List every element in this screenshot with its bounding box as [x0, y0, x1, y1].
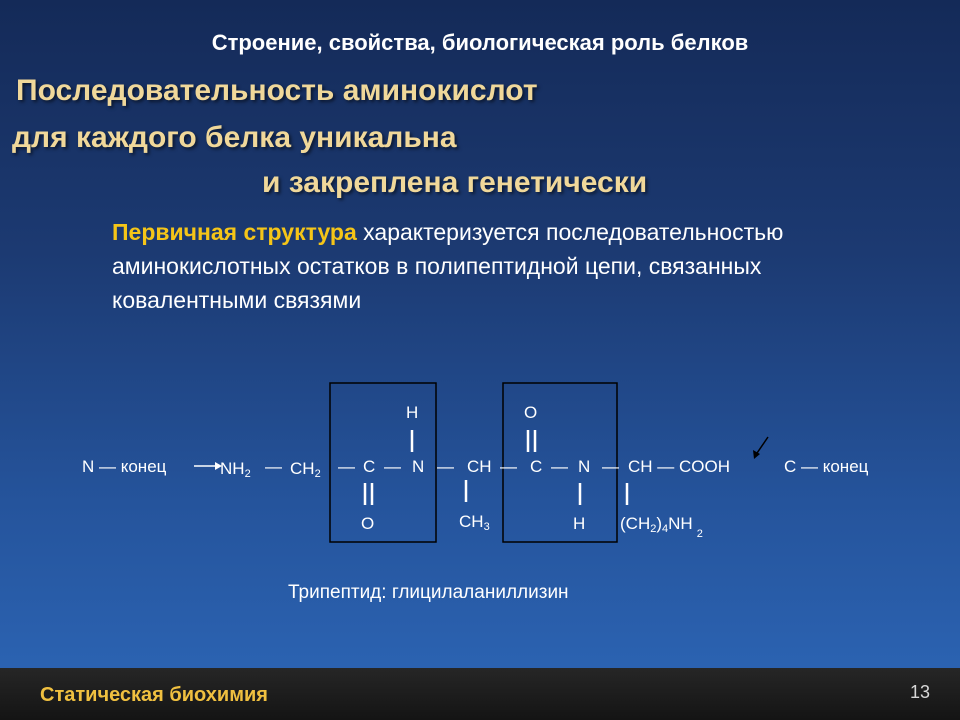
amide-n-1: N	[412, 457, 425, 476]
bond-4: —	[437, 457, 454, 476]
c-end-label: C — конец	[784, 457, 869, 476]
amide-n-2: N	[578, 457, 591, 476]
bond-7: —	[602, 457, 619, 476]
heading-line-1: Последовательность аминокислот	[16, 74, 538, 107]
heading-line-2: для каждого белка уникальна	[12, 121, 457, 154]
alpha-ch-ala: CH	[467, 457, 492, 476]
heading-line-3: и закреплена генетически	[262, 166, 648, 199]
tripeptide-formula	[60, 380, 900, 555]
bond-2: —	[338, 457, 355, 476]
amide-h-2: H	[573, 514, 586, 533]
carbonyl-o-1: O	[361, 514, 375, 533]
nh2-group: NH2	[220, 459, 251, 480]
methyl-group: CH3	[459, 512, 490, 533]
tripeptide-caption: Трипептид: глицилаланиллизин	[288, 582, 569, 603]
amide-h-1: H	[406, 403, 419, 422]
bond-1: —	[265, 457, 282, 476]
bond-5: —	[500, 457, 517, 476]
carbonyl-c-2: C	[530, 457, 543, 476]
slide-title: Строение, свойства, биологическая роль белков	[211, 30, 749, 55]
c-end-pointer	[753, 437, 768, 459]
bond-6: —	[551, 457, 568, 476]
n-end-label: N — конец	[82, 457, 167, 476]
footer-bar	[0, 668, 960, 720]
carboxyl-terminus: CH — COOH	[628, 457, 730, 476]
page-number: 13	[909, 682, 930, 702]
carbonyl-c-1: C	[363, 457, 376, 476]
definition-term: Первичная структура	[112, 219, 357, 245]
footer-course-title: Статическая биохимия	[40, 684, 268, 706]
bond-3: —	[384, 457, 401, 476]
n-end-arrow	[194, 462, 222, 470]
carbonyl-o-2: O	[524, 403, 538, 422]
definition-text: характеризуется последовательностью аминокислотных остатков в полипептидной цепи, связанных ковалентными связями	[112, 219, 784, 313]
definition-paragraph	[112, 215, 832, 317]
ch2-group: CH2	[290, 459, 321, 480]
lysine-side-chain: $(CH2)4NH_2$	[620, 514, 703, 540]
